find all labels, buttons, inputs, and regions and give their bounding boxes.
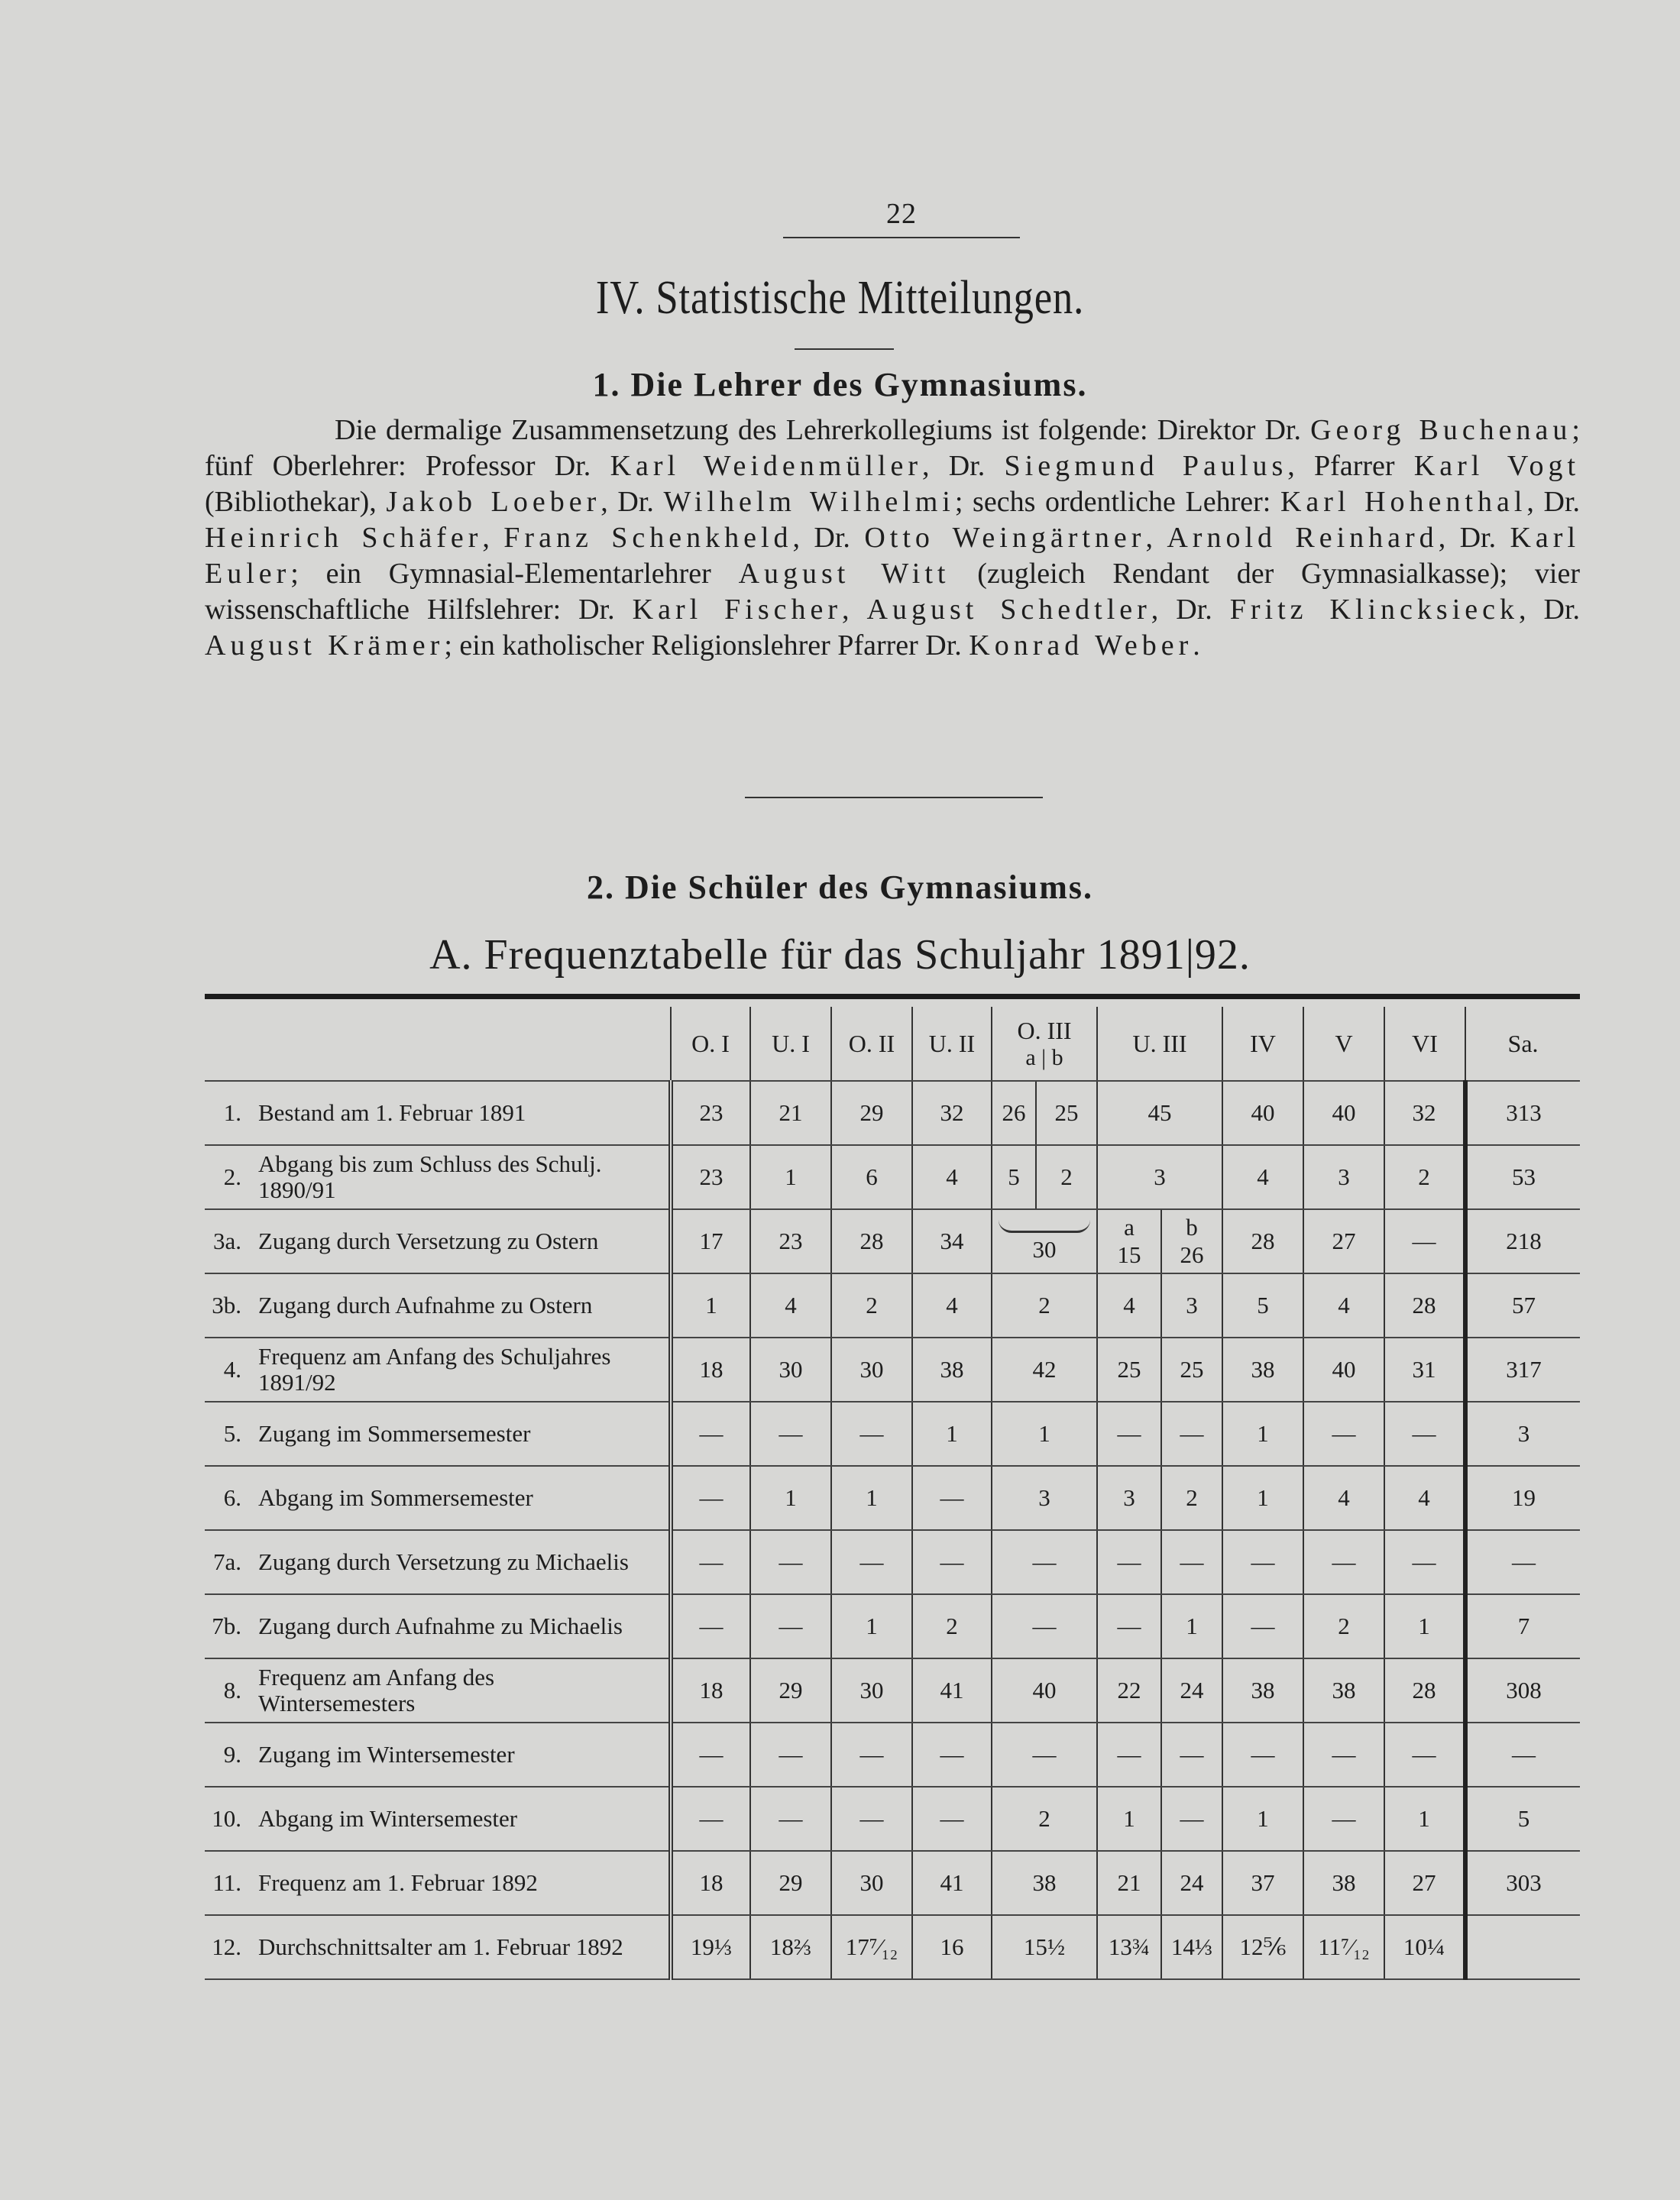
cell-uiii-a: 4 [1097, 1273, 1161, 1338]
cell-uiii-b: — [1161, 1787, 1222, 1851]
table-row [205, 1851, 1580, 1915]
cell-iv: 4 [1222, 1145, 1303, 1209]
cell-oii: 30 [831, 1338, 912, 1402]
cell-ui: — [750, 1594, 831, 1658]
cell-vi: 28 [1384, 1273, 1465, 1338]
cell-oiii: 1 [992, 1402, 1097, 1466]
cell-oiii: — [992, 1723, 1097, 1787]
cell-oii: — [831, 1787, 912, 1851]
row-label: Frequenz am 1. Februar 1892 [258, 1851, 671, 1915]
cell-oi: 19⅓ [671, 1915, 750, 1979]
cell-uiii-a: — [1097, 1594, 1161, 1658]
teacher-name: Otto Weingärtner [864, 522, 1146, 554]
cell-oi: 18 [671, 1851, 750, 1915]
table-header-row [205, 1007, 1580, 1081]
row-label: Zugang durch Aufnahme zu Ostern [258, 1273, 671, 1338]
cell-uii: — [912, 1466, 992, 1530]
cell-oiii-a: 5 [992, 1145, 1036, 1209]
subclass-value: 26 [1180, 1241, 1204, 1268]
cell-uiii-a: — [1097, 1530, 1161, 1594]
row-label: Zugang durch Aufnahme zu Michaelis [258, 1594, 671, 1658]
cell-ui: 30 [750, 1338, 831, 1402]
row-label: Durchschnittsalter am 1. Februar 1892 [258, 1915, 671, 1979]
teacher-name: Karl Weidenmüller [610, 450, 922, 482]
row-label: Frequenz am Anfang des Schuljahres 1891/92 [258, 1338, 671, 1402]
header-oiii-a: a [1025, 1044, 1036, 1070]
cell-uiii: 45 [1097, 1081, 1222, 1145]
cell-v: 27 [1303, 1209, 1384, 1273]
cell-v: 4 [1303, 1466, 1384, 1530]
cell-oiii: 15½ [992, 1915, 1097, 1979]
cell-uiii-b: 25 [1161, 1338, 1222, 1402]
table-row [205, 1145, 1580, 1209]
cell-iv: — [1222, 1723, 1303, 1787]
cell-uiii-a: — [1097, 1723, 1161, 1787]
cell-v: 38 [1303, 1658, 1384, 1723]
row-label: Zugang durch Versetzung zu Michaelis [258, 1530, 671, 1594]
teachers-text-segment: ; ein katholischer Religionslehrer Pfarrer Dr. [444, 629, 969, 662]
row-number: 8. [205, 1658, 258, 1723]
cell-uiii-b: 3 [1161, 1273, 1222, 1338]
cell-vi: 4 [1384, 1466, 1465, 1530]
cell-sum: 303 [1465, 1851, 1580, 1915]
cell-oiii [992, 1209, 1097, 1273]
subclass-value: 15 [1117, 1241, 1141, 1268]
teachers-text-segment: ; sechs ordentliche Lehrer: [954, 486, 1280, 518]
cell-uiii-a: 21 [1097, 1851, 1161, 1915]
teachers-text-segment: . [1193, 629, 1200, 662]
row-number: 3b. [205, 1273, 258, 1338]
cell-v: 3 [1303, 1145, 1384, 1209]
cell-vi: 10¼ [1384, 1915, 1465, 1979]
cell-uiii: 3 [1097, 1145, 1222, 1209]
teachers-text-segment: , Dr. [1526, 486, 1581, 518]
header-blank [205, 1007, 671, 1081]
cell-uiii-a: — [1097, 1402, 1161, 1466]
cell-iv: — [1222, 1530, 1303, 1594]
cell-ui: 1 [750, 1466, 831, 1530]
cell-oii: 30 [831, 1658, 912, 1723]
cell-oii: 6 [831, 1145, 912, 1209]
cell-sum: 19 [1465, 1466, 1580, 1530]
teachers-text-segment: (zugleich Rendant der Gymnasialkasse); vier wissenschaftliche Hilfslehrer: Dr. [205, 558, 1580, 626]
row-label: Zugang durch Versetzung zu Ostern [258, 1209, 671, 1273]
cell-oi: — [671, 1402, 750, 1466]
cell-iv: 5 [1222, 1273, 1303, 1338]
header-oii: O. II [831, 1007, 912, 1081]
cell-sum: 313 [1465, 1081, 1580, 1145]
cell-sum: 57 [1465, 1273, 1580, 1338]
teachers-paragraph [205, 412, 1580, 664]
brace-mark [999, 1220, 1090, 1233]
cell-oi: — [671, 1466, 750, 1530]
subclass-label: b [1186, 1214, 1198, 1241]
cell-oi: — [671, 1594, 750, 1658]
cell-sum [1465, 1915, 1580, 1979]
cell-oiii: 2 [992, 1787, 1097, 1851]
cell-uii: 4 [912, 1145, 992, 1209]
cell-uii: 34 [912, 1209, 992, 1273]
teachers-text-segment: , Dr. [792, 522, 865, 554]
cell-uii: 4 [912, 1273, 992, 1338]
table-row [205, 1466, 1580, 1530]
teacher-name: Karl Vogt [1413, 450, 1581, 482]
cell-oii: — [831, 1723, 912, 1787]
cell-iv: 38 [1222, 1658, 1303, 1723]
cell-uii: 41 [912, 1851, 992, 1915]
cell-vi: 1 [1384, 1787, 1465, 1851]
row-number: 9. [205, 1723, 258, 1787]
cell-uii: — [912, 1787, 992, 1851]
cell-v: 40 [1303, 1081, 1384, 1145]
cell-iv: 38 [1222, 1338, 1303, 1402]
row-number: 10. [205, 1787, 258, 1851]
teacher-name: Karl Fischer [632, 594, 843, 626]
cell-v: 2 [1303, 1594, 1384, 1658]
cell-v: 38 [1303, 1851, 1384, 1915]
cell-vi: 27 [1384, 1851, 1465, 1915]
cell-oiii: 3 [992, 1466, 1097, 1530]
cell-oi: — [671, 1530, 750, 1594]
header-vi: VI [1384, 1007, 1465, 1081]
cell-v: — [1303, 1723, 1384, 1787]
cell-vi: 1 [1384, 1594, 1465, 1658]
cell-oiii: 2 [992, 1273, 1097, 1338]
row-label: Frequenz am Anfang des Wintersemesters [258, 1658, 671, 1723]
teachers-text-segment: , Dr. [1438, 522, 1510, 554]
teacher-name: Wilhelm Wilhelmi [663, 486, 955, 518]
cell-uii: 16 [912, 1915, 992, 1979]
cell-uiii-b: 2 [1161, 1466, 1222, 1530]
row-number: 4. [205, 1338, 258, 1402]
cell-uii: 2 [912, 1594, 992, 1658]
row-label: Zugang im Wintersemester [258, 1723, 671, 1787]
cell-uii: 41 [912, 1658, 992, 1723]
cell-oii: 1 [831, 1594, 912, 1658]
cell-oiii: 40 [992, 1658, 1097, 1723]
header-uii: U. II [912, 1007, 992, 1081]
cell-oii: 28 [831, 1209, 912, 1273]
cell-sum: 7 [1465, 1594, 1580, 1658]
cell-oi: 23 [671, 1081, 750, 1145]
cell-ui: 29 [750, 1851, 831, 1915]
section-divider [745, 797, 1043, 798]
teachers-text-segment: ; fünf Oberlehrer: Professor Dr. [205, 414, 1580, 482]
cell-oiii-b: 25 [1036, 1081, 1097, 1145]
cell-iv: 1 [1222, 1466, 1303, 1530]
cell-oi: 23 [671, 1145, 750, 1209]
table-row [205, 1723, 1580, 1787]
teacher-name: Fritz Klincksieck [1229, 594, 1520, 626]
row-label: Abgang im Sommersemester [258, 1466, 671, 1530]
cell-vi: 2 [1384, 1145, 1465, 1209]
cell-iv: 37 [1222, 1851, 1303, 1915]
cell-oiii-value: 30 [1032, 1235, 1057, 1263]
cell-oi: 1 [671, 1273, 750, 1338]
header-oiii [992, 1007, 1097, 1081]
row-number: 7b. [205, 1594, 258, 1658]
cell-oi: 18 [671, 1658, 750, 1723]
cell-ui: 18⅔ [750, 1915, 831, 1979]
cell-ui: — [750, 1402, 831, 1466]
cell-ui: 1 [750, 1145, 831, 1209]
cell-oiii: 42 [992, 1338, 1097, 1402]
cell-oii: 2 [831, 1273, 912, 1338]
teachers-text-segment: Die dermalige Zusammensetzung des Lehrerkollegiums ist folgende: Direktor Dr. [335, 414, 1311, 446]
table-row [205, 1658, 1580, 1723]
cell-iv: 1 [1222, 1787, 1303, 1851]
teacher-name: Jakob Loeber [386, 486, 601, 518]
cell-ui: — [750, 1530, 831, 1594]
teacher-name: Konrad Weber [969, 629, 1193, 662]
cell-uii: — [912, 1723, 992, 1787]
cell-sum: 3 [1465, 1402, 1580, 1466]
cell-uii: 32 [912, 1081, 992, 1145]
cell-ui: 29 [750, 1658, 831, 1723]
teachers-text-segment: , [842, 594, 867, 626]
teachers-text-segment: , Pfarrer [1287, 450, 1414, 482]
cell-oiii-a: 26 [992, 1081, 1036, 1145]
cell-sum: — [1465, 1723, 1580, 1787]
teachers-text-segment: , Dr. [1519, 594, 1580, 626]
cell-ui: — [750, 1723, 831, 1787]
table-row [205, 1402, 1580, 1466]
cell-vi: — [1384, 1209, 1465, 1273]
table-row [205, 1915, 1580, 1979]
teacher-name: Karl Hohenthal [1280, 486, 1527, 518]
teachers-text-segment: ; ein Gymnasial-Elementarlehrer [290, 558, 739, 590]
teacher-name: Heinrich Schäfer [205, 522, 483, 554]
teacher-name: Arnold Reinhard [1167, 522, 1439, 554]
row-number: 12. [205, 1915, 258, 1979]
cell-uiii-b: 14⅓ [1161, 1915, 1222, 1979]
teachers-text-segment: , [482, 522, 504, 554]
cell-ui: 23 [750, 1209, 831, 1273]
cell-oi: — [671, 1723, 750, 1787]
header-uiii: U. III [1097, 1007, 1222, 1081]
table-row [205, 1209, 1580, 1273]
cell-iv: 1 [1222, 1402, 1303, 1466]
frequency-table [205, 1007, 1580, 1980]
cell-oii: 30 [831, 1851, 912, 1915]
cell-uiii-b: — [1161, 1402, 1222, 1466]
teachers-text-segment: , Dr. [1151, 594, 1230, 626]
table-row [205, 1273, 1580, 1338]
cell-vi: 31 [1384, 1338, 1465, 1402]
cell-oii: 29 [831, 1081, 912, 1145]
cell-uiii-a: 25 [1097, 1338, 1161, 1402]
cell-vi: — [1384, 1723, 1465, 1787]
teachers-text-segment: , Dr. [921, 450, 1005, 482]
teacher-name: Siegmund Paulus [1004, 450, 1288, 482]
cell-v: 11⁷⁄₁₂ [1303, 1915, 1384, 1979]
row-number: 5. [205, 1402, 258, 1466]
cell-uiii-b: — [1161, 1530, 1222, 1594]
header-sa: Sa. [1465, 1007, 1580, 1081]
cell-uiii-a [1097, 1209, 1161, 1273]
cell-uiii-b: 24 [1161, 1658, 1222, 1723]
cell-ui: — [750, 1787, 831, 1851]
table-row [205, 1081, 1580, 1145]
cell-sum: 53 [1465, 1145, 1580, 1209]
cell-oii: 1 [831, 1466, 912, 1530]
table-top-rule [205, 994, 1580, 999]
cell-v: 40 [1303, 1338, 1384, 1402]
table-row [205, 1787, 1580, 1851]
cell-vi: — [1384, 1402, 1465, 1466]
teacher-name: August Schedtler [866, 594, 1151, 626]
cell-uiii-a: 13¾ [1097, 1915, 1161, 1979]
row-label: Bestand am 1. Februar 1891 [258, 1081, 671, 1145]
table-row [205, 1530, 1580, 1594]
section-heading-teachers: 1. Die Lehrer des Gymnasiums. [592, 366, 1088, 403]
row-number: 2. [205, 1145, 258, 1209]
header-v: V [1303, 1007, 1384, 1081]
cell-v: 4 [1303, 1273, 1384, 1338]
cell-sum: 5 [1465, 1787, 1580, 1851]
cell-iv: — [1222, 1594, 1303, 1658]
header-oiii-subdivisions: a | b [1025, 1044, 1063, 1070]
row-number: 1. [205, 1081, 258, 1145]
cell-sum: — [1465, 1530, 1580, 1594]
cell-vi: 32 [1384, 1081, 1465, 1145]
teacher-name: Georg Buchenau [1310, 414, 1572, 446]
teachers-text-segment: , [1145, 522, 1167, 554]
cell-iv: 40 [1222, 1081, 1303, 1145]
cell-sum: 317 [1465, 1338, 1580, 1402]
cell-v: — [1303, 1530, 1384, 1594]
cell-iv: 28 [1222, 1209, 1303, 1273]
cell-v: — [1303, 1787, 1384, 1851]
cell-uiii-a: 22 [1097, 1658, 1161, 1723]
cell-uii: — [912, 1530, 992, 1594]
cell-uiii-b [1161, 1209, 1222, 1273]
teacher-name: August Krämer [205, 629, 445, 662]
cell-iv: 12⅚ [1222, 1915, 1303, 1979]
cell-uiii-a: 1 [1097, 1787, 1161, 1851]
cell-oii: — [831, 1402, 912, 1466]
cell-uii: 38 [912, 1338, 992, 1402]
teacher-name: Franz Schenkheld [503, 522, 793, 554]
table-row [205, 1594, 1580, 1658]
cell-oii: — [831, 1530, 912, 1594]
cell-oiii-b: 2 [1036, 1145, 1097, 1209]
cell-sum: 218 [1465, 1209, 1580, 1273]
cell-uiii-a: 3 [1097, 1466, 1161, 1530]
row-number: 11. [205, 1851, 258, 1915]
row-number: 7a. [205, 1530, 258, 1594]
cell-uiii-b: 24 [1161, 1851, 1222, 1915]
cell-oi: 18 [671, 1338, 750, 1402]
cell-oi: — [671, 1787, 750, 1851]
cell-uiii-b: — [1161, 1723, 1222, 1787]
teacher-name: Karl Euler [205, 522, 1581, 590]
cell-oiii: 38 [992, 1851, 1097, 1915]
header-ui: U. I [750, 1007, 831, 1081]
header-oiii-label: O. III [1017, 1016, 1072, 1044]
row-number: 3a. [205, 1209, 258, 1273]
table-row [205, 1338, 1580, 1402]
cell-oi: 17 [671, 1209, 750, 1273]
subclass-label: a [1124, 1214, 1135, 1241]
cell-uii: 1 [912, 1402, 992, 1466]
header-oiii-b: b [1051, 1044, 1063, 1070]
cell-oii: 17⁷⁄₁₂ [831, 1915, 912, 1979]
cell-ui: 4 [750, 1273, 831, 1338]
title-divider [795, 348, 894, 350]
header-iv: IV [1222, 1007, 1303, 1081]
row-label: Abgang bis zum Schluss des Schulj. 1890/91 [258, 1145, 671, 1209]
header-oi: O. I [671, 1007, 750, 1081]
cell-oiii: — [992, 1530, 1097, 1594]
cell-oiii: — [992, 1594, 1097, 1658]
row-label: Abgang im Wintersemester [258, 1787, 671, 1851]
row-label: Zugang im Sommersemester [258, 1402, 671, 1466]
teacher-name: August Witt [738, 558, 950, 590]
cell-uiii-b: 1 [1161, 1594, 1222, 1658]
section-heading-students: 2. Die Schüler des Gymnasiums. [586, 869, 1094, 906]
page-number: 22 [783, 197, 1020, 238]
cell-vi: — [1384, 1530, 1465, 1594]
cell-v: — [1303, 1402, 1384, 1466]
cell-vi: 28 [1384, 1658, 1465, 1723]
teachers-text-segment: (Bibliothekar), [205, 486, 387, 518]
page-title: IV. Statistische Mitteilungen. [595, 272, 1085, 324]
cell-ui: 21 [750, 1081, 831, 1145]
teachers-text-segment: , Dr. [600, 486, 664, 518]
cell-sum: 308 [1465, 1658, 1580, 1723]
row-number: 6. [205, 1466, 258, 1530]
table-title: A. Frequenztabelle für das Schuljahr 1891|92. [429, 931, 1251, 979]
